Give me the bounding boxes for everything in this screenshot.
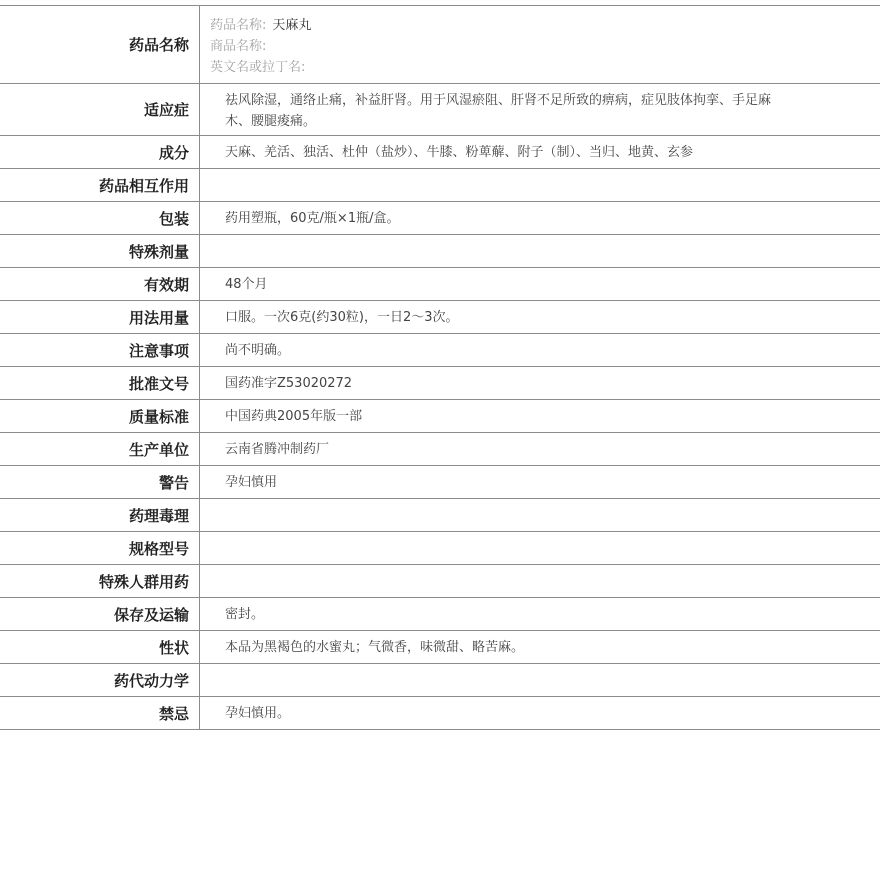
field-key: 药品名称:	[210, 18, 267, 33]
row-label: 药理毒理	[0, 499, 200, 531]
row-pharmacokinetics	[0, 664, 880, 697]
row-value	[200, 664, 880, 696]
field-key: 英文名或拉丁名:	[210, 60, 306, 75]
row-label: 有效期	[0, 268, 200, 300]
row-label: 药代动力学	[0, 664, 200, 696]
row-label: 药品相互作用	[0, 169, 200, 201]
row-label: 特殊剂量	[0, 235, 200, 267]
row-label: 适应症	[0, 84, 200, 135]
row-value: 中国药典2005年版一部	[225, 409, 363, 424]
row-value	[200, 169, 880, 201]
row-storage	[0, 598, 880, 631]
row-interactions	[0, 169, 880, 202]
row-label: 质量标准	[0, 400, 200, 432]
row-label: 保存及运输	[0, 598, 200, 630]
row-value: 48个月	[225, 277, 268, 292]
row-label: 警告	[0, 466, 200, 498]
row-usage-dosage	[0, 301, 880, 334]
row-value: 药用塑瓶，60克/瓶×1瓶/盒。	[225, 211, 400, 226]
row-value: 孕妇慎用	[225, 475, 278, 490]
row-value: 祛风除湿，通络止痛，补益肝肾。用于风湿瘀阻、肝肾不足所致的痹病，症见肢体拘挛、手足麻木、腰腿痠痛。	[225, 93, 772, 129]
row-description	[0, 631, 880, 664]
row-label: 包装	[0, 202, 200, 234]
row-indications	[0, 84, 880, 136]
row-value: 本品为黑褐色的水蜜丸；气微香，味微甜、略苦麻。	[225, 640, 525, 655]
row-approval-number	[0, 367, 880, 400]
row-label: 性状	[0, 631, 200, 663]
row-label: 禁忌	[0, 697, 200, 729]
row-ingredients	[0, 136, 880, 169]
row-pharmacology	[0, 499, 880, 532]
field-value: 天麻丸	[272, 18, 312, 33]
row-label: 用法用量	[0, 301, 200, 333]
row-value	[200, 532, 880, 564]
row-special-population	[0, 565, 880, 598]
name-field-latin	[210, 57, 870, 78]
name-field-generic	[210, 15, 870, 36]
row-specification	[0, 532, 880, 565]
row-value: 尚不明确。	[225, 343, 291, 358]
row-label: 规格型号	[0, 532, 200, 564]
row-label: 生产单位	[0, 433, 200, 465]
row-warning	[0, 466, 880, 499]
row-special-dosage	[0, 235, 880, 268]
row-label: 特殊人群用药	[0, 565, 200, 597]
drug-spec-table	[0, 5, 880, 730]
row-quality-standard	[0, 400, 880, 433]
row-value	[200, 565, 880, 597]
row-manufacturer	[0, 433, 880, 466]
row-label: 批准文号	[0, 367, 200, 399]
row-value: 云南省腾冲制药厂	[225, 442, 330, 457]
row-value: 国药准字Z53020272	[225, 376, 353, 391]
row-value: 孕妇慎用。	[225, 706, 291, 721]
row-value: 口服。一次6克(约30粒)，一日2～3次。	[225, 310, 459, 325]
drug-name-fields	[200, 6, 880, 83]
row-label: 注意事项	[0, 334, 200, 366]
row-shelf-life	[0, 268, 880, 301]
name-field-trade	[210, 36, 870, 57]
row-label: 药品名称	[0, 6, 200, 83]
row-value: 天麻、羌活、独活、杜仲（盐炒）、牛膝、粉萆薢、附子（制）、当归、地黄、玄参	[225, 145, 694, 160]
row-value	[200, 235, 880, 267]
row-value	[200, 499, 880, 531]
field-key: 商品名称:	[210, 39, 267, 54]
row-packaging	[0, 202, 880, 235]
row-contraindications	[0, 697, 880, 730]
row-precautions	[0, 334, 880, 367]
row-value: 密封。	[225, 607, 265, 622]
row-label: 成分	[0, 136, 200, 168]
row-drug-name	[0, 6, 880, 84]
